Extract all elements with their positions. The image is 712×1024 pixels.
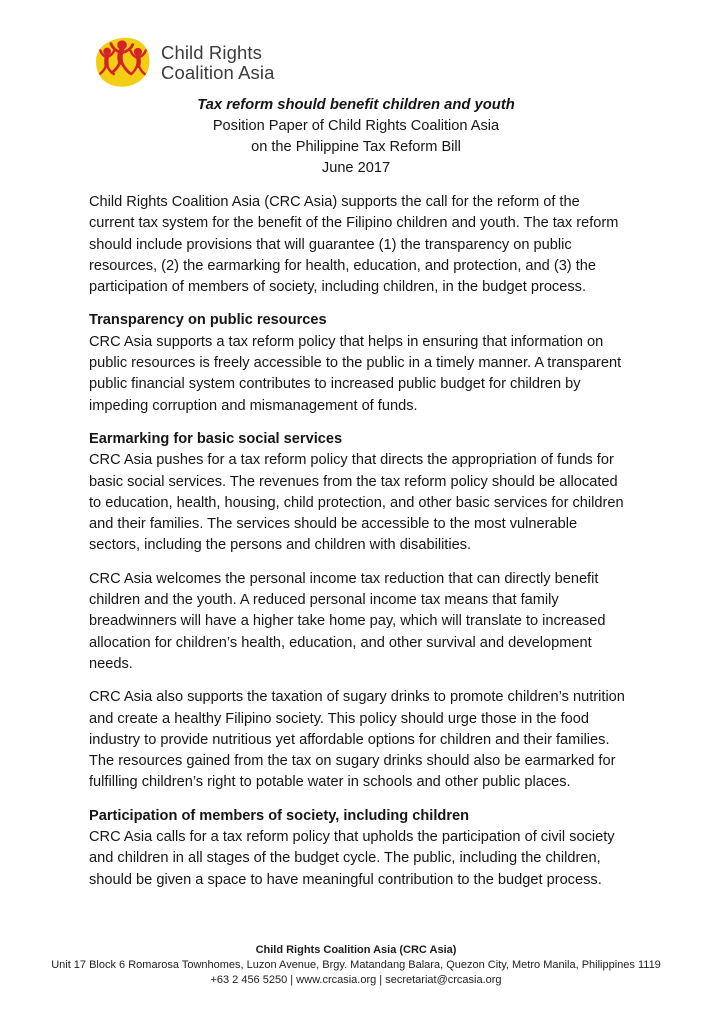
section-paragraph: CRC Asia supports a tax reform policy that helps in ensuring that information on public resources is freely accessible to the public in a timely manner. A transparent public financial system contributes to increased public budget for children by impeding corruption and mismanagement of funds. [89,333,622,414]
crc-asia-logo-icon [94,36,152,89]
footer-org-name: Child Rights Coalition Asia (CRC Asia) [255,944,457,956]
org-header [94,36,275,89]
document-subtitle-2: on the Philippine Tax Reform Bill [251,139,461,155]
section-heading-participation: Participation of members of society, including children [89,807,470,824]
document-subtitle-1: Position Paper of Child Rights Coalition Asia [212,118,500,134]
section-earmarking [89,429,629,794]
title-block [0,95,712,179]
section-participation [89,806,629,891]
section-paragraph: CRC Asia pushes for a tax reform policy that directs the appropriation of funds for basic social services. The revenues from the tax reform policy should be allocated to education, health, housing, child protection, and other basic services for children and their families. The services should be accessible to the most vulnerable sectors, including the persons and children with disabilities. [89,452,624,554]
section-paragraph: CRC Asia also supports the taxation of sugary drinks to promote children’s nutrition and create a healthy Filipino society. This policy should urge those in the food industry to provide nutritious yet affordable options for children and their families. The resources gained from the tax on sugary drinks should also be earmarked for fulfilling children’s right to potable water in schools and other public places. [89,689,625,791]
section-heading-transparency: Transparency on public resources [89,312,327,329]
section-transparency [89,310,629,416]
document-date: June 2017 [321,160,391,176]
section-heading-earmarking: Earmarking for basic social services [89,430,343,447]
page-footer [0,943,712,988]
org-logo-wordmark [161,43,275,82]
document-body [89,192,629,903]
section-paragraph: CRC Asia calls for a tax reform policy that upholds the participation of civil society and children in all stages of the budget cycle. The public, including the children, should be given a space to have meaningful contribution to the budget process. [89,829,615,888]
footer-contact: +63 2 456 5250 | www.crcasia.org | secretariat@crcasia.org [210,974,502,986]
logo-text-line1: Child Rights [161,42,262,63]
document-title: Tax reform should benefit children and youth [197,97,515,113]
section-paragraph: CRC Asia welcomes the personal income tax reduction that can directly benefit children and the youth. A reduced personal income tax means that family breadwinners will have a higher take home pay, which will translate to increased allocation for children’s health, education, and other survival and development needs. [89,570,606,672]
intro-paragraph: Child Rights Coalition Asia (CRC Asia) supports the call for the reform of the current tax system for the benefit of the Filipino children and youth. The tax reform should include provisions that will guarantee (1) the transparency on public resources, (2) the earmarking for health, education, and protection, and (3) the participation of members of society, including children, in the budget process. [89,194,619,296]
logo-text-line2: Coalition Asia [161,61,275,83]
footer-address: Unit 17 Block 6 Romarosa Townhomes, Luzon Avenue, Brgy. Matandang Balara, Quezon City, Metro Manila, Philippines 1119 [51,959,661,971]
